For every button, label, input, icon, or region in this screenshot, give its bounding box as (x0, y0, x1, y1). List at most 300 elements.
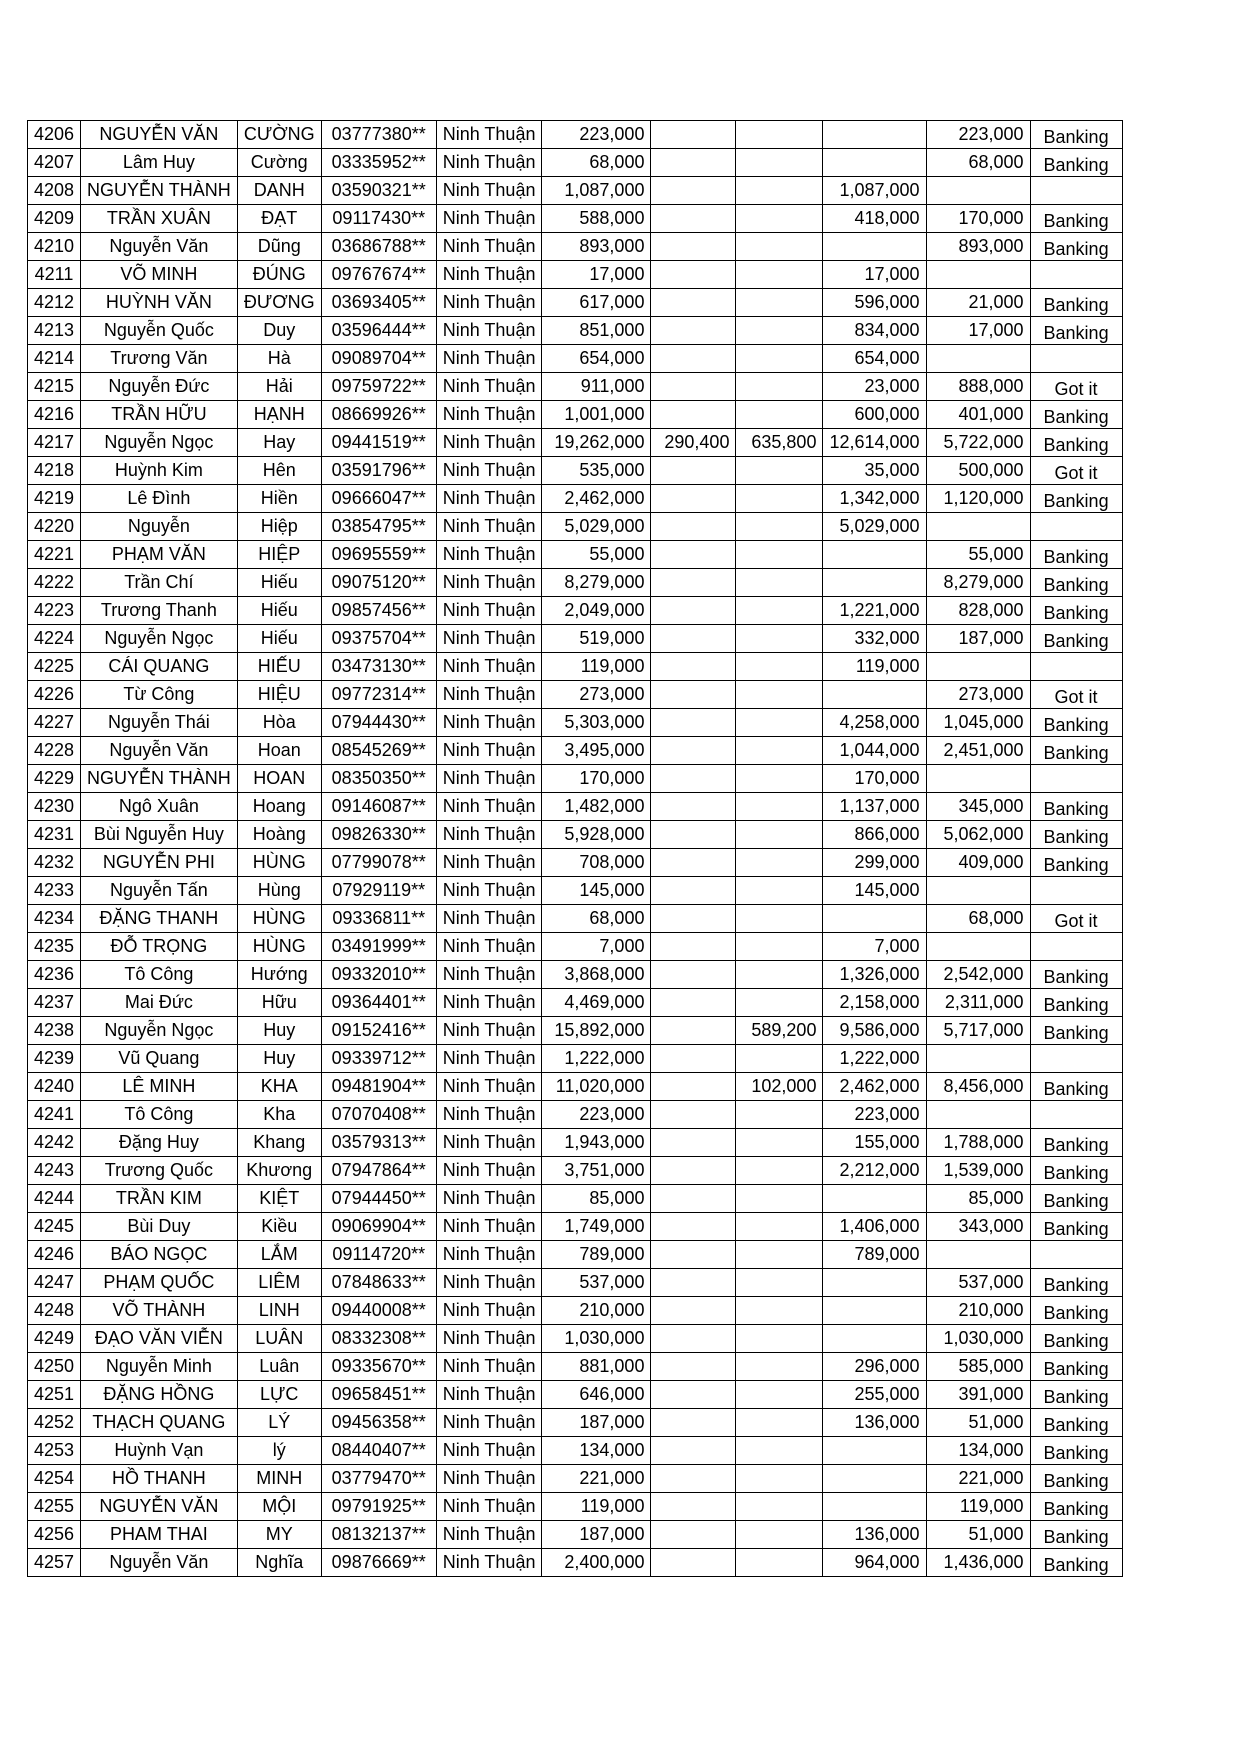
cell-total: 1,030,000 (542, 1325, 651, 1353)
cell-given-name: LẮM (237, 1241, 321, 1269)
cell-province: Ninh Thuận (436, 1549, 542, 1577)
cell-amount-c (823, 1297, 926, 1325)
cell-amount-d: 2,311,000 (926, 989, 1030, 1017)
cell-province: Ninh Thuận (436, 1073, 542, 1101)
cell-phone: 09146087** (321, 793, 436, 821)
cell-given-name: KIỆT (237, 1185, 321, 1213)
cell-province: Ninh Thuận (436, 1269, 542, 1297)
cell-amount-b (736, 485, 823, 513)
cell-family-middle-name: BÁO NGỌC (81, 1241, 238, 1269)
cell-payment-method (1030, 177, 1122, 205)
cell-phone: 03335952** (321, 149, 436, 177)
cell-id: 4244 (28, 1185, 81, 1213)
table-row (28, 541, 1123, 569)
cell-amount-b (736, 1129, 823, 1157)
cell-payment-method (1030, 1549, 1122, 1577)
cell-payment-method (1030, 1353, 1122, 1381)
cell-amount-d: 5,062,000 (926, 821, 1030, 849)
cell-family-middle-name: Đặng Huy (81, 1129, 238, 1157)
cell-family-middle-name: Nguyễn Minh (81, 1353, 238, 1381)
cell-given-name: Luân (237, 1353, 321, 1381)
cell-amount-a (651, 1325, 736, 1353)
table-row (28, 681, 1123, 709)
cell-amount-a (651, 1297, 736, 1325)
cell-phone: 03590321** (321, 177, 436, 205)
cell-amount-b (736, 1269, 823, 1297)
cell-amount-a: 290,400 (651, 429, 736, 457)
table-row (28, 261, 1123, 289)
cell-amount-b (736, 877, 823, 905)
cell-amount-c: 223,000 (823, 1101, 926, 1129)
cell-amount-c (823, 1493, 926, 1521)
cell-amount-c: 145,000 (823, 877, 926, 905)
cell-amount-a (651, 345, 736, 373)
payment-method-label: Banking (1043, 1219, 1109, 1239)
cell-amount-b (736, 597, 823, 625)
cell-payment-method (1030, 205, 1122, 233)
table-row (28, 1241, 1123, 1269)
cell-payment-method (1030, 485, 1122, 513)
cell-total: 187,000 (542, 1521, 651, 1549)
cell-id: 4221 (28, 541, 81, 569)
cell-amount-d: 85,000 (926, 1185, 1030, 1213)
cell-payment-method (1030, 541, 1122, 569)
cell-amount-d (926, 933, 1030, 961)
cell-amount-c: 255,000 (823, 1381, 926, 1409)
cell-phone: 09332010** (321, 961, 436, 989)
cell-amount-d: 888,000 (926, 373, 1030, 401)
cell-amount-c: 12,614,000 (823, 429, 926, 457)
cell-province: Ninh Thuận (436, 121, 542, 149)
cell-total: 535,000 (542, 457, 651, 485)
cell-amount-c (823, 1437, 926, 1465)
cell-amount-b (736, 1465, 823, 1493)
table-row (28, 289, 1123, 317)
table-row (28, 457, 1123, 485)
table-row (28, 345, 1123, 373)
cell-id: 4215 (28, 373, 81, 401)
cell-total: 17,000 (542, 261, 651, 289)
cell-given-name: HÙNG (237, 849, 321, 877)
cell-amount-c: 119,000 (823, 653, 926, 681)
cell-id: 4226 (28, 681, 81, 709)
cell-phone: 08669926** (321, 401, 436, 429)
cell-payment-method (1030, 513, 1122, 541)
table-row (28, 1073, 1123, 1101)
cell-id: 4247 (28, 1269, 81, 1297)
table-row (28, 1465, 1123, 1493)
cell-amount-b (736, 1409, 823, 1437)
cell-family-middle-name: NGUYỄN VĂN (81, 1493, 238, 1521)
cell-amount-a (651, 765, 736, 793)
cell-id: 4212 (28, 289, 81, 317)
cell-amount-a (651, 401, 736, 429)
table-row (28, 1325, 1123, 1353)
cell-amount-c: 1,222,000 (823, 1045, 926, 1073)
table-row (28, 1185, 1123, 1213)
cell-family-middle-name: Nguyễn Văn (81, 233, 238, 261)
cell-total: 789,000 (542, 1241, 651, 1269)
cell-total: 5,303,000 (542, 709, 651, 737)
cell-province: Ninh Thuận (436, 1409, 542, 1437)
cell-amount-d: 2,451,000 (926, 737, 1030, 765)
cell-total: 170,000 (542, 765, 651, 793)
table-row (28, 849, 1123, 877)
table-row (28, 765, 1123, 793)
cell-id: 4211 (28, 261, 81, 289)
payment-method-label: Banking (1043, 603, 1109, 623)
cell-province: Ninh Thuận (436, 1213, 542, 1241)
cell-amount-b (736, 569, 823, 597)
cell-given-name: Hòa (237, 709, 321, 737)
cell-payment-method (1030, 1073, 1122, 1101)
cell-payment-method (1030, 681, 1122, 709)
cell-total: 119,000 (542, 653, 651, 681)
cell-amount-b (736, 1521, 823, 1549)
cell-province: Ninh Thuận (436, 317, 542, 345)
cell-province: Ninh Thuận (436, 989, 542, 1017)
cell-province: Ninh Thuận (436, 1353, 542, 1381)
cell-given-name: MY (237, 1521, 321, 1549)
cell-province: Ninh Thuận (436, 569, 542, 597)
cell-province: Ninh Thuận (436, 1101, 542, 1129)
cell-family-middle-name: Ngô Xuân (81, 793, 238, 821)
cell-amount-a (651, 905, 736, 933)
table-row (28, 1297, 1123, 1325)
cell-amount-c (823, 149, 926, 177)
cell-id: 4209 (28, 205, 81, 233)
cell-amount-c: 299,000 (823, 849, 926, 877)
cell-total: 2,049,000 (542, 597, 651, 625)
cell-province: Ninh Thuận (436, 1157, 542, 1185)
table-row (28, 485, 1123, 513)
cell-total: 851,000 (542, 317, 651, 345)
cell-amount-b (736, 457, 823, 485)
cell-family-middle-name: Nguyễn Văn (81, 737, 238, 765)
payment-method-label: Got it (1054, 463, 1098, 483)
cell-family-middle-name: Nguyễn Ngọc (81, 1017, 238, 1045)
cell-amount-c: 866,000 (823, 821, 926, 849)
cell-amount-d: 68,000 (926, 905, 1030, 933)
cell-amount-d: 828,000 (926, 597, 1030, 625)
payment-method-label: Banking (1043, 155, 1109, 175)
cell-family-middle-name: Huỳnh Kim (81, 457, 238, 485)
cell-amount-b (736, 373, 823, 401)
cell-given-name: LUÂN (237, 1325, 321, 1353)
cell-given-name: Hên (237, 457, 321, 485)
cell-amount-b (736, 317, 823, 345)
cell-phone: 08545269** (321, 737, 436, 765)
cell-payment-method (1030, 1269, 1122, 1297)
table-row (28, 1017, 1123, 1045)
cell-family-middle-name: LÊ MINH (81, 1073, 238, 1101)
cell-amount-b (736, 625, 823, 653)
cell-family-middle-name: HUỲNH VĂN (81, 289, 238, 317)
cell-amount-d: 500,000 (926, 457, 1030, 485)
cell-amount-b: 589,200 (736, 1017, 823, 1045)
cell-payment-method (1030, 1437, 1122, 1465)
cell-payment-method (1030, 1381, 1122, 1409)
table-row (28, 1269, 1123, 1297)
cell-amount-a (651, 793, 736, 821)
cell-family-middle-name: CÁI QUANG (81, 653, 238, 681)
cell-family-middle-name: Vũ Quang (81, 1045, 238, 1073)
cell-id: 4234 (28, 905, 81, 933)
cell-amount-c (823, 1325, 926, 1353)
cell-amount-c: 1,406,000 (823, 1213, 926, 1241)
cell-amount-c (823, 1185, 926, 1213)
table-row (28, 149, 1123, 177)
cell-family-middle-name: PHAM THAI (81, 1521, 238, 1549)
cell-amount-d: 170,000 (926, 205, 1030, 233)
payment-method-label: Banking (1043, 575, 1109, 595)
cell-province: Ninh Thuận (436, 597, 542, 625)
cell-amount-b (736, 1241, 823, 1269)
payment-method-label: Banking (1043, 855, 1109, 875)
cell-family-middle-name: ĐẶNG THANH (81, 905, 238, 933)
table-row (28, 821, 1123, 849)
cell-amount-d: 51,000 (926, 1521, 1030, 1549)
cell-family-middle-name: Lê Đình (81, 485, 238, 513)
cell-payment-method (1030, 737, 1122, 765)
table-row (28, 989, 1123, 1017)
cell-phone: 03777380** (321, 121, 436, 149)
cell-province: Ninh Thuận (436, 821, 542, 849)
payment-method-label: Banking (1043, 491, 1109, 511)
cell-given-name: Hữu (237, 989, 321, 1017)
cell-amount-c (823, 681, 926, 709)
cell-amount-d: 409,000 (926, 849, 1030, 877)
cell-phone: 03693405** (321, 289, 436, 317)
cell-phone: 09069904** (321, 1213, 436, 1241)
payment-method-label: Banking (1043, 1415, 1109, 1435)
cell-total: 11,020,000 (542, 1073, 651, 1101)
cell-total: 119,000 (542, 1493, 651, 1521)
cell-amount-c: 964,000 (823, 1549, 926, 1577)
cell-province: Ninh Thuận (436, 1129, 542, 1157)
cell-phone: 07070408** (321, 1101, 436, 1129)
cell-payment-method (1030, 625, 1122, 653)
cell-family-middle-name: TRẦN HỮU (81, 401, 238, 429)
payment-method-label: Got it (1054, 687, 1098, 707)
cell-amount-d (926, 1241, 1030, 1269)
cell-total: 210,000 (542, 1297, 651, 1325)
cell-phone: 09375704** (321, 625, 436, 653)
cell-amount-b (736, 177, 823, 205)
table-row (28, 1353, 1123, 1381)
cell-phone: 09767674** (321, 261, 436, 289)
cell-amount-d: 51,000 (926, 1409, 1030, 1437)
payment-method-label: Banking (1043, 1275, 1109, 1295)
cell-total: 19,262,000 (542, 429, 651, 457)
cell-family-middle-name: Mai Đức (81, 989, 238, 1017)
payment-method-label: Got it (1054, 379, 1098, 399)
table-row (28, 933, 1123, 961)
cell-family-middle-name: Từ Công (81, 681, 238, 709)
cell-amount-b (736, 1549, 823, 1577)
cell-amount-d (926, 513, 1030, 541)
cell-amount-d (926, 261, 1030, 289)
table-row (28, 373, 1123, 401)
cell-province: Ninh Thuận (436, 877, 542, 905)
table-row (28, 513, 1123, 541)
cell-id: 4249 (28, 1325, 81, 1353)
cell-id: 4222 (28, 569, 81, 597)
cell-payment-method (1030, 821, 1122, 849)
cell-payment-method (1030, 1157, 1122, 1185)
cell-given-name: Hiếu (237, 569, 321, 597)
cell-given-name: CƯỜNG (237, 121, 321, 149)
cell-amount-c: 1,342,000 (823, 485, 926, 513)
cell-amount-a (651, 177, 736, 205)
cell-given-name: ĐẠT (237, 205, 321, 233)
cell-given-name: ĐƯƠNG (237, 289, 321, 317)
cell-given-name: Huy (237, 1045, 321, 1073)
cell-amount-a (651, 121, 736, 149)
cell-id: 4232 (28, 849, 81, 877)
cell-phone: 09658451** (321, 1381, 436, 1409)
cell-amount-c: 9,586,000 (823, 1017, 926, 1045)
cell-province: Ninh Thuận (436, 625, 542, 653)
cell-amount-c: 296,000 (823, 1353, 926, 1381)
cell-phone: 09695559** (321, 541, 436, 569)
table-row (28, 1157, 1123, 1185)
cell-amount-d: 1,539,000 (926, 1157, 1030, 1185)
cell-amount-b (736, 289, 823, 317)
cell-amount-c: 35,000 (823, 457, 926, 485)
cell-province: Ninh Thuận (436, 233, 542, 261)
table-row (28, 121, 1123, 149)
payment-method-label: Banking (1043, 743, 1109, 763)
cell-amount-d: 21,000 (926, 289, 1030, 317)
cell-payment-method (1030, 1493, 1122, 1521)
cell-payment-method (1030, 1409, 1122, 1437)
cell-phone: 09335670** (321, 1353, 436, 1381)
cell-id: 4257 (28, 1549, 81, 1577)
cell-given-name: LỰC (237, 1381, 321, 1409)
cell-amount-a (651, 373, 736, 401)
payment-method-label: Banking (1043, 1387, 1109, 1407)
cell-province: Ninh Thuận (436, 1325, 542, 1353)
cell-total: 273,000 (542, 681, 651, 709)
cell-id: 4228 (28, 737, 81, 765)
cell-payment-method (1030, 1101, 1122, 1129)
cell-family-middle-name: NGUYỄN THÀNH (81, 765, 238, 793)
cell-amount-a (651, 233, 736, 261)
cell-total: 8,279,000 (542, 569, 651, 597)
cell-phone: 09114720** (321, 1241, 436, 1269)
table-row (28, 1213, 1123, 1241)
cell-phone: 07929119** (321, 877, 436, 905)
cell-amount-b (736, 205, 823, 233)
cell-total: 68,000 (542, 905, 651, 933)
cell-phone: 09117430** (321, 205, 436, 233)
cell-amount-b (736, 961, 823, 989)
cell-id: 4224 (28, 625, 81, 653)
cell-family-middle-name: THẠCH QUANG (81, 1409, 238, 1437)
cell-amount-d: 537,000 (926, 1269, 1030, 1297)
cell-id: 4233 (28, 877, 81, 905)
cell-amount-c: 136,000 (823, 1409, 926, 1437)
cell-amount-d (926, 1045, 1030, 1073)
cell-given-name: Khương (237, 1157, 321, 1185)
cell-payment-method (1030, 989, 1122, 1017)
cell-given-name: Hiền (237, 485, 321, 513)
cell-total: 187,000 (542, 1409, 651, 1437)
cell-amount-b (736, 261, 823, 289)
cell-amount-a (651, 1409, 736, 1437)
table-row (28, 1521, 1123, 1549)
cell-total: 617,000 (542, 289, 651, 317)
cell-id: 4225 (28, 653, 81, 681)
cell-amount-c: 2,158,000 (823, 989, 926, 1017)
cell-family-middle-name: PHẠM QUỐC (81, 1269, 238, 1297)
cell-total: 588,000 (542, 205, 651, 233)
payment-method-label: Got it (1054, 911, 1098, 931)
cell-given-name: Hoan (237, 737, 321, 765)
cell-family-middle-name: Bùi Nguyễn Huy (81, 821, 238, 849)
cell-id: 4220 (28, 513, 81, 541)
table-row (28, 205, 1123, 233)
cell-total: 1,749,000 (542, 1213, 651, 1241)
cell-phone: 08132137** (321, 1521, 436, 1549)
cell-phone: 09826330** (321, 821, 436, 849)
cell-given-name: Hải (237, 373, 321, 401)
cell-given-name: Hà (237, 345, 321, 373)
cell-amount-c: 2,462,000 (823, 1073, 926, 1101)
cell-amount-c (823, 905, 926, 933)
cell-amount-c (823, 1465, 926, 1493)
table-row (28, 401, 1123, 429)
cell-amount-b (736, 1213, 823, 1241)
cell-province: Ninh Thuận (436, 933, 542, 961)
cell-phone: 09364401** (321, 989, 436, 1017)
cell-province: Ninh Thuận (436, 1381, 542, 1409)
cell-phone: 09089704** (321, 345, 436, 373)
cell-amount-b (736, 401, 823, 429)
cell-total: 3,868,000 (542, 961, 651, 989)
cell-amount-a (651, 1269, 736, 1297)
cell-amount-a (651, 1045, 736, 1073)
cell-given-name: KHA (237, 1073, 321, 1101)
cell-province: Ninh Thuận (436, 485, 542, 513)
cell-total: 911,000 (542, 373, 651, 401)
payment-method-label: Banking (1043, 1443, 1109, 1463)
cell-amount-d: 401,000 (926, 401, 1030, 429)
payment-method-label: Banking (1043, 1163, 1109, 1183)
cell-amount-d: 5,722,000 (926, 429, 1030, 457)
cell-family-middle-name: Nguyễn Quốc (81, 317, 238, 345)
cell-phone: 07848633** (321, 1269, 436, 1297)
cell-amount-b (736, 737, 823, 765)
cell-family-middle-name: VÕ MINH (81, 261, 238, 289)
table-row (28, 1493, 1123, 1521)
cell-given-name: Hiếu (237, 597, 321, 625)
cell-amount-c: 23,000 (823, 373, 926, 401)
cell-total: 221,000 (542, 1465, 651, 1493)
cell-province: Ninh Thuận (436, 1185, 542, 1213)
cell-given-name: Hiếu (237, 625, 321, 653)
cell-amount-a (651, 1073, 736, 1101)
cell-payment-method (1030, 345, 1122, 373)
cell-amount-c: 17,000 (823, 261, 926, 289)
cell-given-name: Kha (237, 1101, 321, 1129)
cell-phone: 09481904** (321, 1073, 436, 1101)
cell-family-middle-name: Nguyễn Ngọc (81, 429, 238, 457)
cell-id: 4251 (28, 1381, 81, 1409)
cell-payment-method (1030, 289, 1122, 317)
cell-amount-b (736, 793, 823, 821)
